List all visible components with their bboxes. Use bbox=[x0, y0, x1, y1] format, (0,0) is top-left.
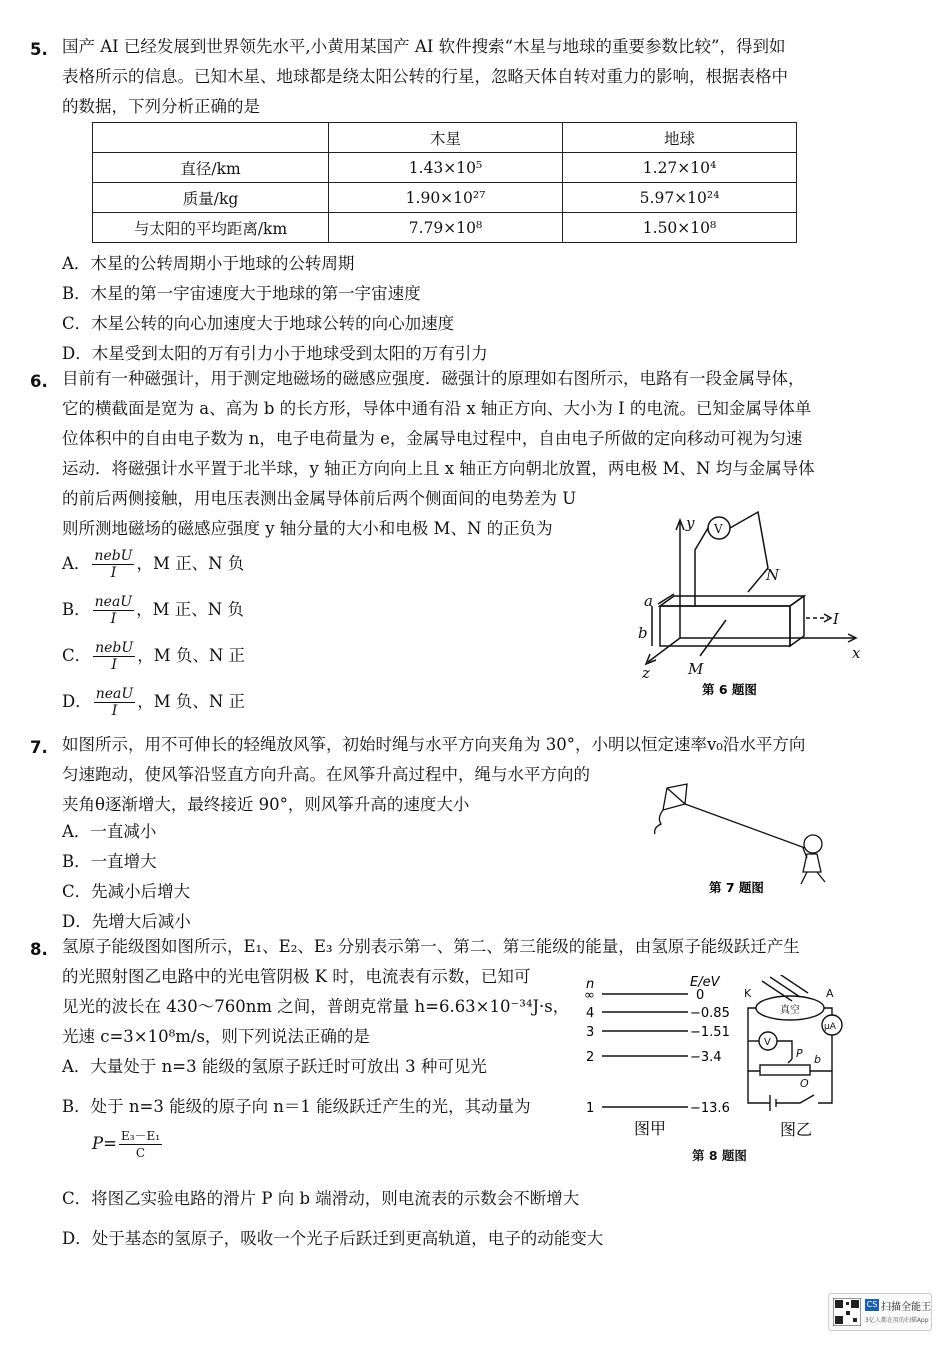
table-cell: 5.97×10²⁴ bbox=[563, 183, 797, 213]
boy-body bbox=[803, 854, 821, 872]
label-a: a bbox=[644, 592, 653, 610]
label-x: x bbox=[852, 644, 861, 662]
q7-caption: 第 7 题图 bbox=[709, 880, 764, 895]
option-text: ，M 正、N 负 bbox=[136, 554, 245, 573]
light-ray bbox=[762, 981, 792, 1001]
kite bbox=[663, 784, 687, 810]
option-label: A． bbox=[62, 554, 91, 573]
fraction bbox=[93, 594, 134, 627]
kite-string bbox=[685, 804, 805, 848]
label-voltmeter: V bbox=[764, 1037, 771, 1048]
fraction-numerator: neaU bbox=[94, 594, 133, 610]
q6-stem-line: 它的横截面是宽为 a、高为 b 的长方形，导体中通有沿 x 轴正方向、大小为 I 的电流。已知金属导体单 bbox=[62, 399, 812, 418]
q7-stem-line: 夹角θ逐渐增大，最终接近 90°，则风筝升高的速度大小 bbox=[62, 795, 470, 814]
q6-stem-line: 的前后两侧接触，用电压表测出金属导体前后两个侧面间的电势差为 U bbox=[62, 489, 577, 508]
fraction bbox=[93, 640, 135, 673]
q5-option-b: B．木星的第一宇宙速度大于地球的第一宇宙速度 bbox=[62, 284, 421, 303]
kite-spar bbox=[667, 788, 685, 804]
fraction-numerator: nebU bbox=[94, 548, 133, 564]
n-header: n bbox=[586, 977, 595, 992]
fraction-numerator: nebU bbox=[95, 640, 134, 656]
q6-number: 6. bbox=[30, 372, 48, 391]
level-energy: −1.51 bbox=[690, 1025, 730, 1040]
q5-stem-line: 的数据，下列分析正确的是 bbox=[62, 97, 260, 116]
z-axis bbox=[648, 638, 680, 662]
wire bbox=[748, 1008, 760, 1071]
table-cell: 1.90×10²⁷ bbox=[329, 183, 563, 213]
label-a: A bbox=[826, 987, 834, 1000]
q6-figure bbox=[630, 508, 870, 700]
table-header-cell: 地球 bbox=[563, 123, 797, 153]
q6-stem-line: 运动．将磁强计水平置于北半球，y 轴正方向向上且 x 轴正方向朝北放置，两电极 M、N 均与金属导体 bbox=[62, 459, 815, 478]
badge-subtitle: 3亿人都在用的扫描App bbox=[865, 1317, 929, 1324]
fraction bbox=[92, 548, 134, 581]
option-label: D． bbox=[62, 692, 92, 711]
q7-option-b: B．一直增大 bbox=[62, 852, 157, 871]
level-n: 4 bbox=[586, 1006, 595, 1021]
option-label: C． bbox=[62, 646, 92, 665]
table-cell: 1.43×10⁵ bbox=[329, 153, 563, 183]
table-cell: 1.27×10⁴ bbox=[563, 153, 797, 183]
table-cell: 7.79×10⁸ bbox=[329, 213, 563, 243]
level-n: 2 bbox=[586, 1050, 595, 1065]
fraction-denominator: I bbox=[110, 611, 117, 627]
table-cell: 1.50×10⁸ bbox=[563, 213, 797, 243]
q6-stem-line: 则所测地磁场的磁感应强度 y 轴分量的大小和电极 M、N 的正负为 bbox=[62, 519, 553, 538]
q6-option-a bbox=[62, 548, 244, 581]
figure-b-label: 图乙 bbox=[780, 1120, 813, 1139]
label-o: O bbox=[800, 1077, 809, 1090]
label-microammeter: μA bbox=[824, 1022, 836, 1032]
fraction-denominator: I bbox=[111, 657, 117, 673]
level-energy: −0.85 bbox=[690, 1006, 730, 1021]
q8-option-d: D．处于基态的氢原子，吸收一个光子后跃迁到更高轨道，电子的动能变大 bbox=[62, 1229, 604, 1248]
fraction bbox=[94, 686, 135, 719]
formula-lhs: P= bbox=[92, 1134, 117, 1153]
q7-option-c: C．先减小后增大 bbox=[62, 882, 191, 901]
label-vacuum: 真空 bbox=[780, 1005, 800, 1016]
table-row bbox=[93, 183, 797, 213]
q6-caption: 第 6 题图 bbox=[702, 682, 757, 697]
table-header-row bbox=[93, 123, 797, 153]
q5-number: 5. bbox=[30, 40, 48, 59]
wire bbox=[777, 1041, 792, 1059]
level-energy: 0 bbox=[696, 988, 705, 1003]
option-label: B． bbox=[62, 600, 91, 619]
label-k: K bbox=[744, 987, 752, 1000]
q8-stem-line: 见光的波长在 430～760nm 之间，普朗克常量 h=6.63×10⁻³⁴J·s， bbox=[62, 997, 570, 1016]
rheostat bbox=[760, 1065, 810, 1075]
level-n: 1 bbox=[586, 1101, 595, 1116]
figure-a-label: 图甲 bbox=[634, 1119, 667, 1138]
label-n: N bbox=[766, 566, 780, 584]
q7-stem-line: 如图所示，用不可伸长的轻绳放风筝，初始时绳与水平方向夹角为 30°，小明以恒定速率v₀沿水平方向 bbox=[62, 735, 806, 754]
wire bbox=[824, 1008, 832, 1015]
level-energy: −3.4 bbox=[690, 1050, 722, 1065]
wire bbox=[748, 1071, 770, 1103]
fraction-numerator: neaU bbox=[95, 686, 134, 702]
label-current: I bbox=[833, 610, 839, 628]
scanner-badge bbox=[828, 1293, 932, 1331]
light-ray bbox=[770, 977, 800, 997]
q7-option-a: A．一直减小 bbox=[62, 822, 157, 841]
q8-option-b: B．处于 n=3 能级的原子向 n＝1 能级跃迁产生的光，其动量为 bbox=[62, 1097, 531, 1116]
q6-stem-line: 位体积中的自由电子数为 n，电子电荷量为 e，金属导电过程中，自由电子所做的定向移动可视为匀速 bbox=[62, 429, 803, 448]
table-cell: 质量/kg bbox=[93, 183, 329, 213]
q7-option-d: D．先增大后减小 bbox=[62, 912, 191, 931]
label-y: y bbox=[686, 514, 695, 532]
slider-p bbox=[788, 1059, 792, 1063]
boy-leg bbox=[801, 872, 807, 884]
table-header-cell: 木星 bbox=[329, 123, 563, 153]
switch bbox=[776, 1095, 814, 1103]
badge-title: 扫描全能王 bbox=[881, 1302, 931, 1313]
conductor-top-face bbox=[660, 596, 804, 606]
level-energy: −13.6 bbox=[690, 1101, 730, 1116]
table-cell: 直径/km bbox=[93, 153, 329, 183]
fraction bbox=[119, 1128, 162, 1161]
photoelectric-circuit bbox=[740, 975, 860, 1145]
q6-option-c bbox=[62, 640, 245, 673]
wire-right bbox=[730, 512, 768, 592]
q6-option-d bbox=[62, 686, 245, 719]
fraction-denominator: I bbox=[111, 703, 118, 719]
table-row bbox=[93, 213, 797, 243]
level-n: ∞ bbox=[584, 988, 595, 1003]
q5-option-a: A．木星的公转周期小于地球的公转周期 bbox=[62, 254, 355, 273]
boy-head bbox=[804, 835, 822, 853]
q6-stem-line: 目前有一种磁强计，用于测定地磁场的磁感应强度．磁强计的原理如右图所示，电路有一段金属导体， bbox=[62, 369, 805, 388]
q7-stem-line: 匀速跑动，使风筝沿竖直方向升高。在风筝升高过程中，绳与水平方向的 bbox=[62, 765, 590, 784]
fraction-denominator: I bbox=[110, 565, 117, 581]
boy-leg bbox=[817, 872, 825, 882]
option-text: ，M 负、N 正 bbox=[137, 646, 246, 665]
energy-level-diagram bbox=[580, 972, 740, 1142]
q5-option-c: C．木星公转的向心加速度大于地球公转的向心加速度 bbox=[62, 314, 455, 333]
level-n: 3 bbox=[586, 1025, 595, 1040]
q5-option-d: D．木星受到太阳的万有引力小于地球受到太阳的万有引力 bbox=[62, 344, 488, 363]
table-row bbox=[93, 153, 797, 183]
q5-stem-line: 表格所示的信息。已知木星、地球都是绕太阳公转的行星，忽略天体自转对重力的影响，根据表格中 bbox=[62, 67, 788, 86]
wire-left bbox=[695, 528, 708, 606]
q7-figure bbox=[645, 780, 855, 900]
label-p: P bbox=[796, 1047, 803, 1060]
voltmeter-label: V bbox=[714, 522, 723, 536]
table-cell: 与太阳的平均距离/km bbox=[93, 213, 329, 243]
table-header-cell bbox=[93, 123, 329, 153]
label-z: z bbox=[642, 664, 650, 682]
qr-code-icon bbox=[833, 1298, 861, 1326]
q5-stem-line: 国产 AI 已经发展到世界领先水平,小黄用某国产 AI 软件搜索“木星与地球的重要参数比较”，得到如 bbox=[62, 37, 786, 56]
q5-stem bbox=[62, 32, 788, 122]
wire bbox=[818, 1071, 832, 1103]
label-m: M bbox=[688, 660, 704, 678]
fraction-numerator: E₃－E₁ bbox=[120, 1129, 161, 1143]
cs-logo: CS bbox=[866, 1300, 878, 1309]
q8-caption: 第 8 题图 bbox=[692, 1148, 747, 1163]
q8-number: 8. bbox=[30, 940, 48, 959]
label-b: b bbox=[638, 624, 648, 642]
q8-stem-line: 氢原子能级图如图所示，E₁、E₂、E₃ 分别表示第一、第二、第三能级的能量，由氢原子能级跃迁产生 bbox=[62, 937, 800, 956]
light-ray bbox=[778, 975, 808, 993]
option-text: ，M 正、N 负 bbox=[136, 600, 244, 619]
q8-option-b-formula bbox=[92, 1128, 164, 1161]
q8-stem-line: 光速 c=3×10⁸m/s，则下列说法正确的是 bbox=[62, 1027, 370, 1046]
kite-tail bbox=[655, 810, 663, 834]
q8-option-c: C．将图乙实验电路的滑片 P 向 b 端滑动，则电流表的示数会不断增大 bbox=[62, 1189, 580, 1208]
fraction-denominator: C bbox=[135, 1146, 146, 1160]
energy-header: E/eV bbox=[690, 975, 720, 990]
option-text: ，M 负、N 正 bbox=[137, 692, 246, 711]
q6-option-b bbox=[62, 594, 244, 627]
q8-option-a: A．大量处于 n=3 能级的氢原子跃迁时可放出 3 种可见光 bbox=[62, 1057, 487, 1076]
q5-data-table bbox=[92, 122, 797, 243]
q8-stem-line: 的光照射图乙电路中的光电管阴极 K 时，电流表有示数，已知可 bbox=[62, 967, 531, 986]
q7-number: 7. bbox=[30, 738, 48, 757]
label-b: b bbox=[814, 1053, 821, 1066]
